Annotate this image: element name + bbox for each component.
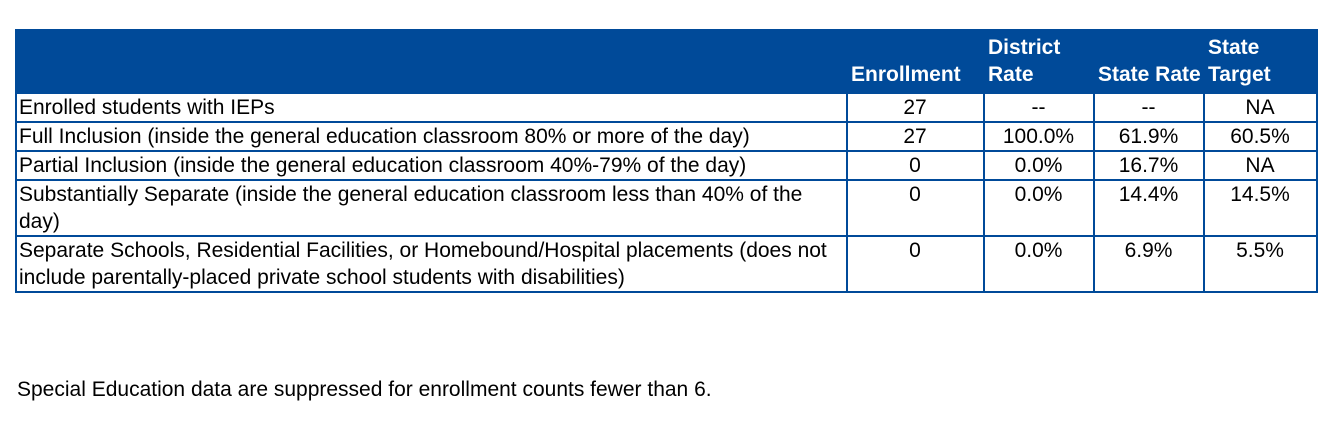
enrollment-cell: 27 xyxy=(847,93,984,122)
header-state-rate: State Rate xyxy=(1094,30,1204,93)
row-label: Partial Inclusion (inside the general education classroom 40%-79% of the day) xyxy=(16,151,847,180)
enrollment-cell: 0 xyxy=(847,180,984,236)
header-district-rate: District Rate xyxy=(984,30,1094,93)
header-state-target: State Target xyxy=(1204,30,1317,93)
district-rate-cell: -- xyxy=(984,93,1094,122)
row-label: Full Inclusion (inside the general education classroom 80% or more of the day) xyxy=(16,122,847,151)
state-target-cell: NA xyxy=(1204,151,1317,180)
district-rate-cell: 0.0% xyxy=(984,180,1094,236)
table-row xyxy=(16,236,1317,292)
enrollment-cell: 0 xyxy=(847,151,984,180)
district-rate-cell: 100.0% xyxy=(984,122,1094,151)
state-target-cell: 14.5% xyxy=(1204,180,1317,236)
state-rate-cell: 61.9% xyxy=(1094,122,1204,151)
state-rate-cell: 16.7% xyxy=(1094,151,1204,180)
table-row xyxy=(16,180,1317,236)
header-label-column xyxy=(16,30,847,93)
enrollment-cell: 0 xyxy=(847,236,984,292)
special-education-table xyxy=(15,29,1318,293)
state-target-cell: 5.5% xyxy=(1204,236,1317,292)
table-header-row xyxy=(16,30,1317,93)
row-label: Substantially Separate (inside the general education classroom less than 40% of the day) xyxy=(16,180,847,236)
state-target-cell: NA xyxy=(1204,93,1317,122)
row-label: Separate Schools, Residential Facilities, or Homebound/Hospital placements (does not include parentally-placed private school students with disabilities) xyxy=(16,236,847,292)
header-enrollment: Enrollment xyxy=(847,30,984,93)
suppression-footnote: Special Education data are suppressed for enrollment counts fewer than 6. xyxy=(17,378,712,401)
table-row xyxy=(16,151,1317,180)
row-label: Enrolled students with IEPs xyxy=(16,93,847,122)
state-target-cell: 60.5% xyxy=(1204,122,1317,151)
state-rate-cell: 6.9% xyxy=(1094,236,1204,292)
district-rate-cell: 0.0% xyxy=(984,236,1094,292)
enrollment-cell: 27 xyxy=(847,122,984,151)
state-rate-cell: -- xyxy=(1094,93,1204,122)
table-row xyxy=(16,93,1317,122)
table-row xyxy=(16,122,1317,151)
district-rate-cell: 0.0% xyxy=(984,151,1094,180)
state-rate-cell: 14.4% xyxy=(1094,180,1204,236)
